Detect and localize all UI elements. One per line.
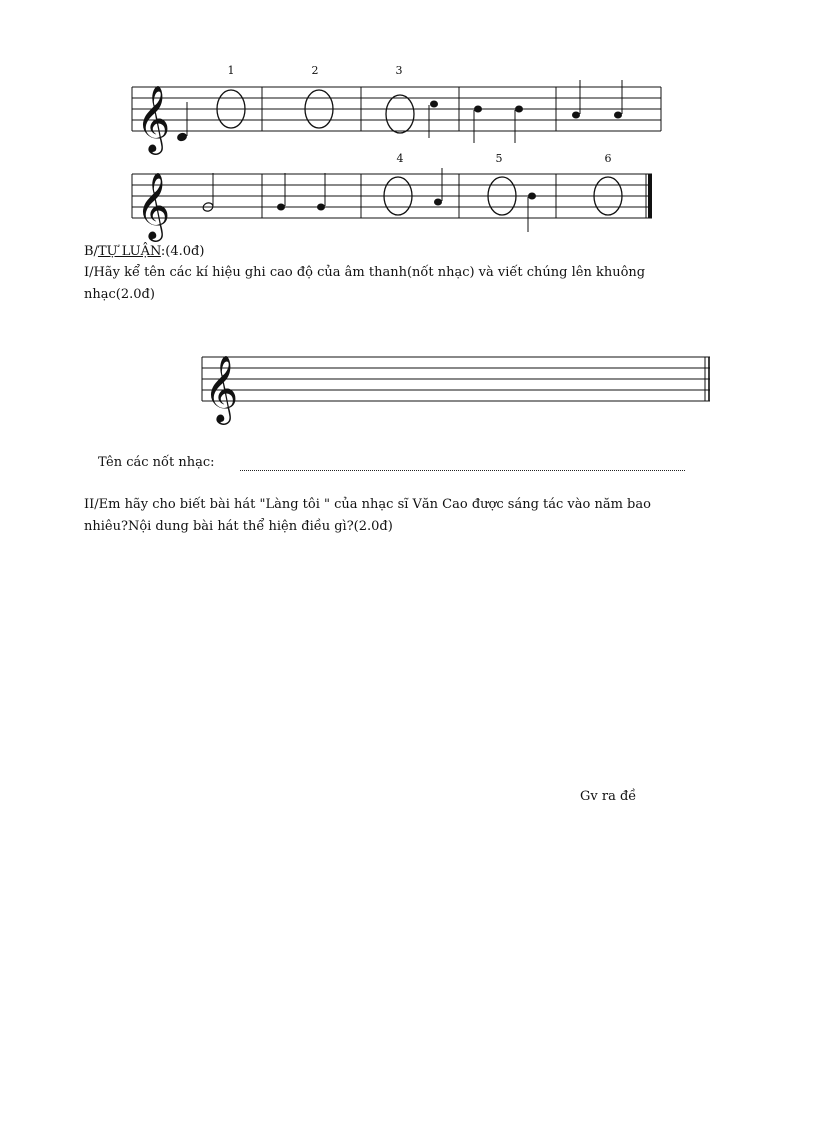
music-staff-row-2 — [128, 148, 668, 238]
exercise-number-6: 6 — [604, 152, 612, 165]
section-b-title: TỰ LUẬN — [97, 244, 161, 259]
note-names-label: Tên các nốt nhạc: — [98, 455, 215, 470]
exercise-number-4: 4 — [396, 152, 404, 165]
question-2-line-2: nhiêu?Nội dung bài hát thể hiện điều gì?(2.0đ) — [84, 519, 393, 534]
question-1-line-2: nhạc(2.0đ) — [84, 287, 155, 302]
teacher-signature: Gv ra đề — [580, 789, 637, 804]
music-staff-row-1 — [128, 58, 668, 153]
question-2-line-1: II/Em hãy cho biết bài hát "Làng tôi " của nhạc sĩ Văn Cao được sáng tác vào năm bao — [84, 497, 651, 512]
exercise-number-1: 1 — [227, 64, 235, 77]
section-b-points: :(4.0đ) — [160, 244, 205, 259]
exercise-number-5: 5 — [495, 152, 503, 165]
treble-clef-icon: 𝄞 — [136, 84, 171, 152]
section-b-heading — [84, 242, 204, 262]
exercise-number-2: 2 — [311, 64, 319, 77]
section-b-prefix: B/ — [84, 244, 98, 259]
answer-staff — [198, 335, 718, 420]
treble-clef-icon: 𝄞 — [204, 354, 239, 422]
question-1-line-1: I/Hãy kể tên các kí hiệu ghi cao độ của âm thanh(nốt nhạc) và viết chúng lên khuông — [84, 265, 646, 280]
exercise-number-3: 3 — [395, 64, 403, 77]
note-names-answer-line[interactable] — [240, 458, 685, 471]
treble-clef-icon: 𝄞 — [136, 171, 171, 239]
